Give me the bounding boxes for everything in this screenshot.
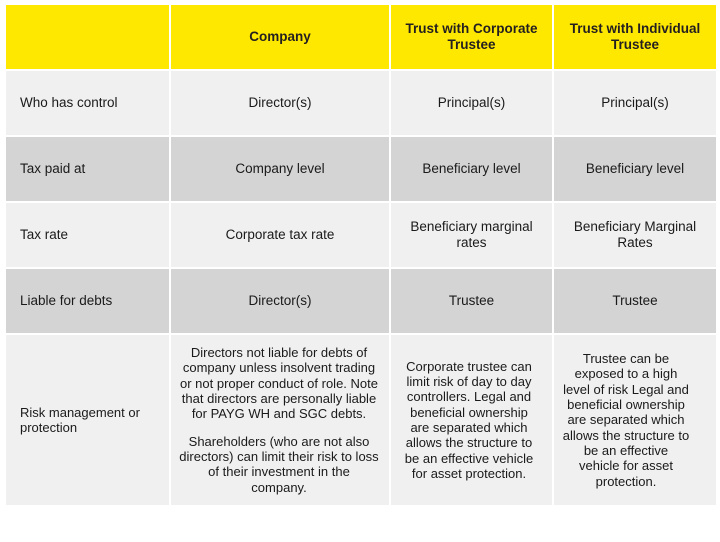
header-cell-trust-corporate-trustee: Trust with Corporate Trustee [390, 4, 553, 70]
cell-who-has-control-company: Director(s) [170, 70, 390, 136]
cell-text: Beneficiary marginal rates [410, 219, 533, 250]
cell-risk-management-corporate-trustee [390, 334, 553, 506]
header-cell-company: Company [170, 4, 390, 70]
cell-risk-management-individual-trustee [553, 334, 717, 506]
cell-paragraph: Directors not liable for debts of company unless insolvent trading or not proper conduct of role. Note that directors are personally liable for PAYG WH and SGC debts. [179, 345, 378, 422]
comparison-table-container [0, 3, 720, 542]
row-label-who-has-control: Who has control [5, 70, 170, 136]
cell-text: Beneficiary Marginal Rates [573, 219, 697, 250]
table-row [5, 268, 717, 334]
cell-liable-for-debts-company: Director(s) [170, 268, 390, 334]
cell-tax-rate-corporate-trustee [390, 202, 553, 268]
cell-tax-paid-at-individual-trustee: Beneficiary level [553, 136, 717, 202]
header-cell-blank [5, 4, 170, 70]
entity-comparison-table [4, 3, 718, 507]
cell-paragraph: Shareholders (who are not also directors) can limit their risk to loss of their investment in the company. [179, 433, 379, 495]
cell-who-has-control-individual-trustee: Principal(s) [553, 70, 717, 136]
header-row [5, 4, 717, 70]
table-row [5, 334, 717, 506]
table-row [5, 70, 717, 136]
cell-tax-paid-at-company: Company level [170, 136, 390, 202]
cell-paragraph: Corporate trustee can limit risk of day to day controllers. Legal and beneficial ownership are separated which allows the structure to be an effective vehicle for asset protection. [404, 358, 534, 481]
cell-risk-management-company [170, 334, 390, 506]
cell-paragraph: Trustee can be exposed to a high level of risk Legal and beneficial ownership are separated which allows the structure to be an effective vehicle for asset protection. [562, 351, 690, 489]
table-row [5, 136, 717, 202]
cell-who-has-control-corporate-trustee: Principal(s) [390, 70, 553, 136]
row-label-risk-management: Risk management or protection [5, 334, 170, 506]
row-label-tax-rate: Tax rate [5, 202, 170, 268]
row-label-liable-for-debts: Liable for debts [5, 268, 170, 334]
cell-liable-for-debts-individual-trustee: Trustee [553, 268, 717, 334]
table-body [5, 70, 717, 506]
table-header [5, 4, 717, 70]
cell-tax-rate-company: Corporate tax rate [170, 202, 390, 268]
cell-tax-paid-at-corporate-trustee: Beneficiary level [390, 136, 553, 202]
row-label-tax-paid-at: Tax paid at [5, 136, 170, 202]
cell-liable-for-debts-corporate-trustee: Trustee [390, 268, 553, 334]
header-cell-trust-individual-trustee: Trust with Individual Trustee [553, 4, 717, 70]
cell-tax-rate-individual-trustee [553, 202, 717, 268]
table-row [5, 202, 717, 268]
